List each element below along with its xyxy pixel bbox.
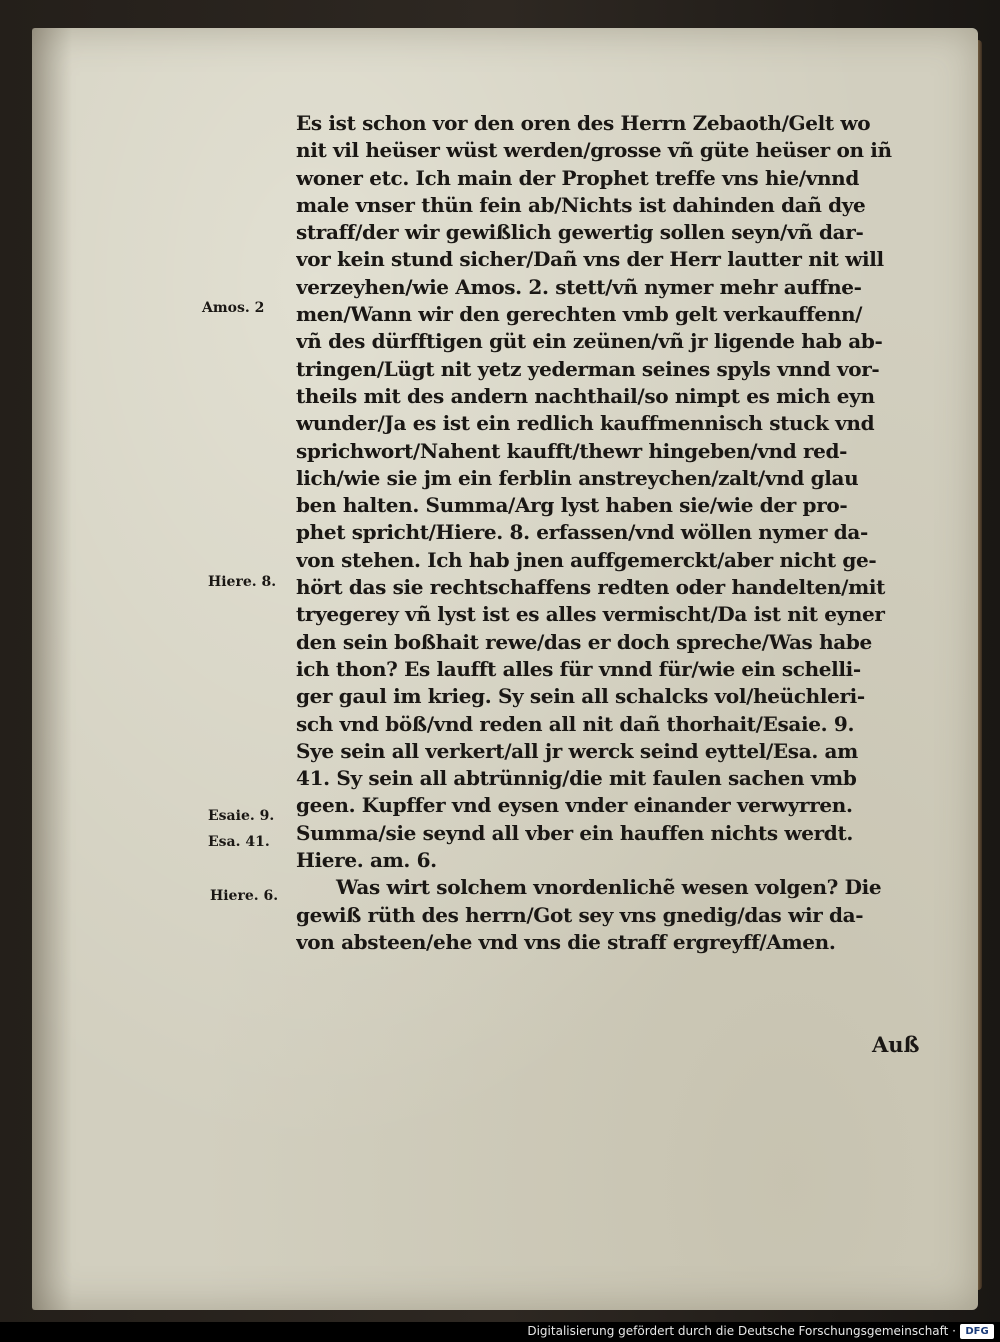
text-line: nit vil heüser wüst werden/grosse vñ güte heüser on iñ <box>296 138 892 163</box>
text-line: von stehen. Ich hab jnen auffgemerckt/aber nicht ge- <box>296 547 877 572</box>
text-line: men/Wann wir den gerechten vmb gelt verkauffenn/ <box>296 302 863 327</box>
catchword: Auß <box>872 1032 920 1057</box>
text-line: Was wirt solchem vnordenlichẽ wesen volgen? Die <box>336 875 882 900</box>
text-line: tryegerey vñ lyst ist es alles vermischt/Da ist nit eyner <box>296 602 885 627</box>
dfg-logo: DFG <box>960 1324 994 1339</box>
text-line: von absteen/ehe vnd vns die straff ergreyff/Amen. <box>296 929 836 954</box>
text-line: ger gaul im krieg. Sy sein all schalcks vol/heüchleri- <box>296 684 865 709</box>
text-line: woner etc. Ich main der Prophet treffe vns hie/vnnd <box>296 165 860 190</box>
text-line: wunder/Ja es ist ein redlich kauffmennisch stuck vnd <box>296 411 875 436</box>
text-line: Summa/sie seynd all vber ein hauffen nichts werdt. <box>296 820 853 845</box>
text-line: sch vnd böß/vnd reden all nit dañ thorhait/Esaie. 9. <box>296 711 855 736</box>
text-line: geen. Kupffer vnd eysen vnder einander verwyrren. <box>296 793 853 818</box>
text-line: Sye sein all verkert/all jr werck seind eyttel/Esa. am <box>296 738 858 763</box>
text-line: gewiß rüth des herrn/Got sey vns gnedig/das wir da- <box>296 902 864 927</box>
text-line: sprichwort/Nahent kaufft/thewr hingeben/vnd red- <box>296 438 848 463</box>
text-line: straff/der wir gewißlich gewertig sollen seyn/vñ dar- <box>296 220 864 245</box>
text-line: theils mit des andern nachthail/so nimpt es mich eyn <box>296 383 875 408</box>
text-line: male vnser thün fein ab/Nichts ist dahinden dañ dye <box>296 192 866 217</box>
text-line: lich/wie sie jm ein ferblin anstreychen/zalt/vnd glau <box>296 465 859 490</box>
text-line: hört das sie rechtschaffens redten oder handelten/mit <box>296 575 886 600</box>
text-line: den sein boßhait rewe/das er doch spreche/Was habe <box>296 629 872 654</box>
text-line: vor kein stund sicher/Dañ vns der Herr lautter nit will <box>296 247 884 272</box>
text-line: vñ des dürfftigen güt ein zeünen/vñ jr ligende hab ab- <box>296 329 883 354</box>
text-line: phet spricht/Hiere. 8. erfassen/vnd wöllen nymer da- <box>296 520 868 545</box>
body-text <box>296 110 946 956</box>
funding-credit: Digitalisierung gefördert durch die Deutsche Forschungsgemeinschaft · <box>527 1324 956 1338</box>
text-line: tringen/Lügt nit yetz yederman seines spyls vnnd vor- <box>296 356 880 381</box>
text-line: ich thon? Es laufft alles für vnnd für/wie ein schelli- <box>296 656 861 681</box>
text-line: ben halten. Summa/Arg lyst haben sie/wie der pro- <box>296 493 848 518</box>
marginal-note-amos: Amos. 2 <box>202 300 265 316</box>
marginal-note-esaie-9: Esaie. 9. <box>208 808 275 824</box>
text-line: Hiere. am. 6. <box>296 848 437 873</box>
marginal-note-hiere-6: Hiere. 6. <box>210 888 279 904</box>
text-line: 41. Sy sein all abtrünnig/die mit faulen sachen vmb <box>296 766 857 791</box>
text-line: verzeyhen/wie Amos. 2. stett/vñ nymer mehr auffne- <box>296 274 862 299</box>
spine-shadow <box>32 28 72 1310</box>
text-line: Es ist schon vor den oren des Herrn Zebaoth/Gelt wo <box>296 111 871 135</box>
marginal-note-esa-41: Esa. 41. <box>208 834 270 850</box>
marginal-note-hiere-8: Hiere. 8. <box>208 574 277 590</box>
